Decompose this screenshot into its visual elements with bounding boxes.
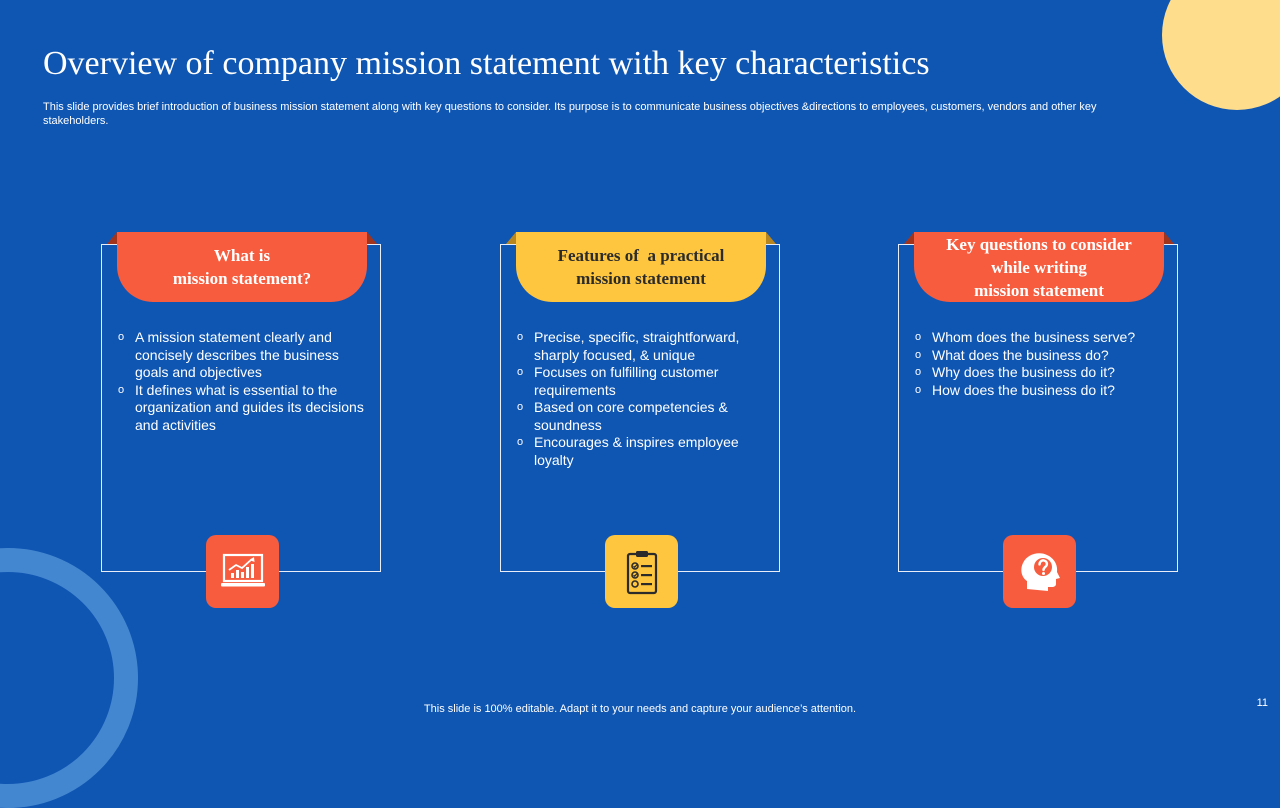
- slide-subtitle: This slide provides brief introduction of business mission statement along with key questions to consider. Its purpose is to communicate business objectives &directions to employees, customers, vendors and other key stakeholders.: [43, 101, 1097, 127]
- footer-note: This slide is 100% editable. Adapt it to your needs and capture your audience’s attention.: [423, 703, 857, 715]
- decorative-sun-circle: [1162, 0, 1280, 110]
- card-heading-line: mission statement: [974, 280, 1104, 300]
- card-heading-ribbon: [914, 232, 1164, 302]
- card-bullet-list: [517, 329, 765, 469]
- card-what-is-mission: [101, 244, 381, 572]
- bullet-item: o Encourages & inspires employee loyalty: [517, 434, 765, 469]
- card-features: [500, 244, 780, 572]
- checklist-clipboard-icon: [605, 535, 678, 608]
- card-heading-line: Key questions to consider: [946, 234, 1132, 254]
- card-bullet-list: [915, 329, 1163, 399]
- slide-title: Overview of company mission statement with key characteristics: [43, 45, 930, 82]
- bullet-item: o Based on core competencies & soundness: [517, 399, 765, 434]
- head-question-icon: [1003, 535, 1076, 608]
- card-heading-ribbon: [117, 232, 367, 302]
- card-bullet-list: [118, 329, 366, 434]
- card-heading-line: Features of a practical: [557, 246, 725, 265]
- growth-chart-laptop-icon: [206, 535, 279, 608]
- bullet-item: o It defines what is essential to the organization and guides its decisions and activities: [118, 382, 366, 435]
- decorative-ring: [0, 548, 138, 808]
- bullet-item: o How does the business do it?: [915, 382, 1163, 400]
- bullet-item: o Focuses on fulfilling customer requirements: [517, 364, 765, 399]
- bullet-item: o What does the business do?: [915, 347, 1163, 365]
- card-heading-line: while writing: [991, 257, 1087, 277]
- bullet-item: o Precise, specific, straightforward, sharply focused, & unique: [517, 329, 765, 364]
- card-key-questions: [898, 234, 1178, 572]
- page-number: 11: [1256, 697, 1268, 709]
- card-heading-line: mission statement: [576, 269, 706, 288]
- card-heading-ribbon: [516, 232, 766, 302]
- card-heading-line: What is: [213, 246, 271, 265]
- card-heading-line: mission statement?: [172, 269, 312, 288]
- bullet-item: o Whom does the business serve?: [915, 329, 1163, 347]
- bullet-item: o Why does the business do it?: [915, 364, 1163, 382]
- bullet-item: o A mission statement clearly and concisely describes the business goals and objectives: [118, 329, 366, 382]
